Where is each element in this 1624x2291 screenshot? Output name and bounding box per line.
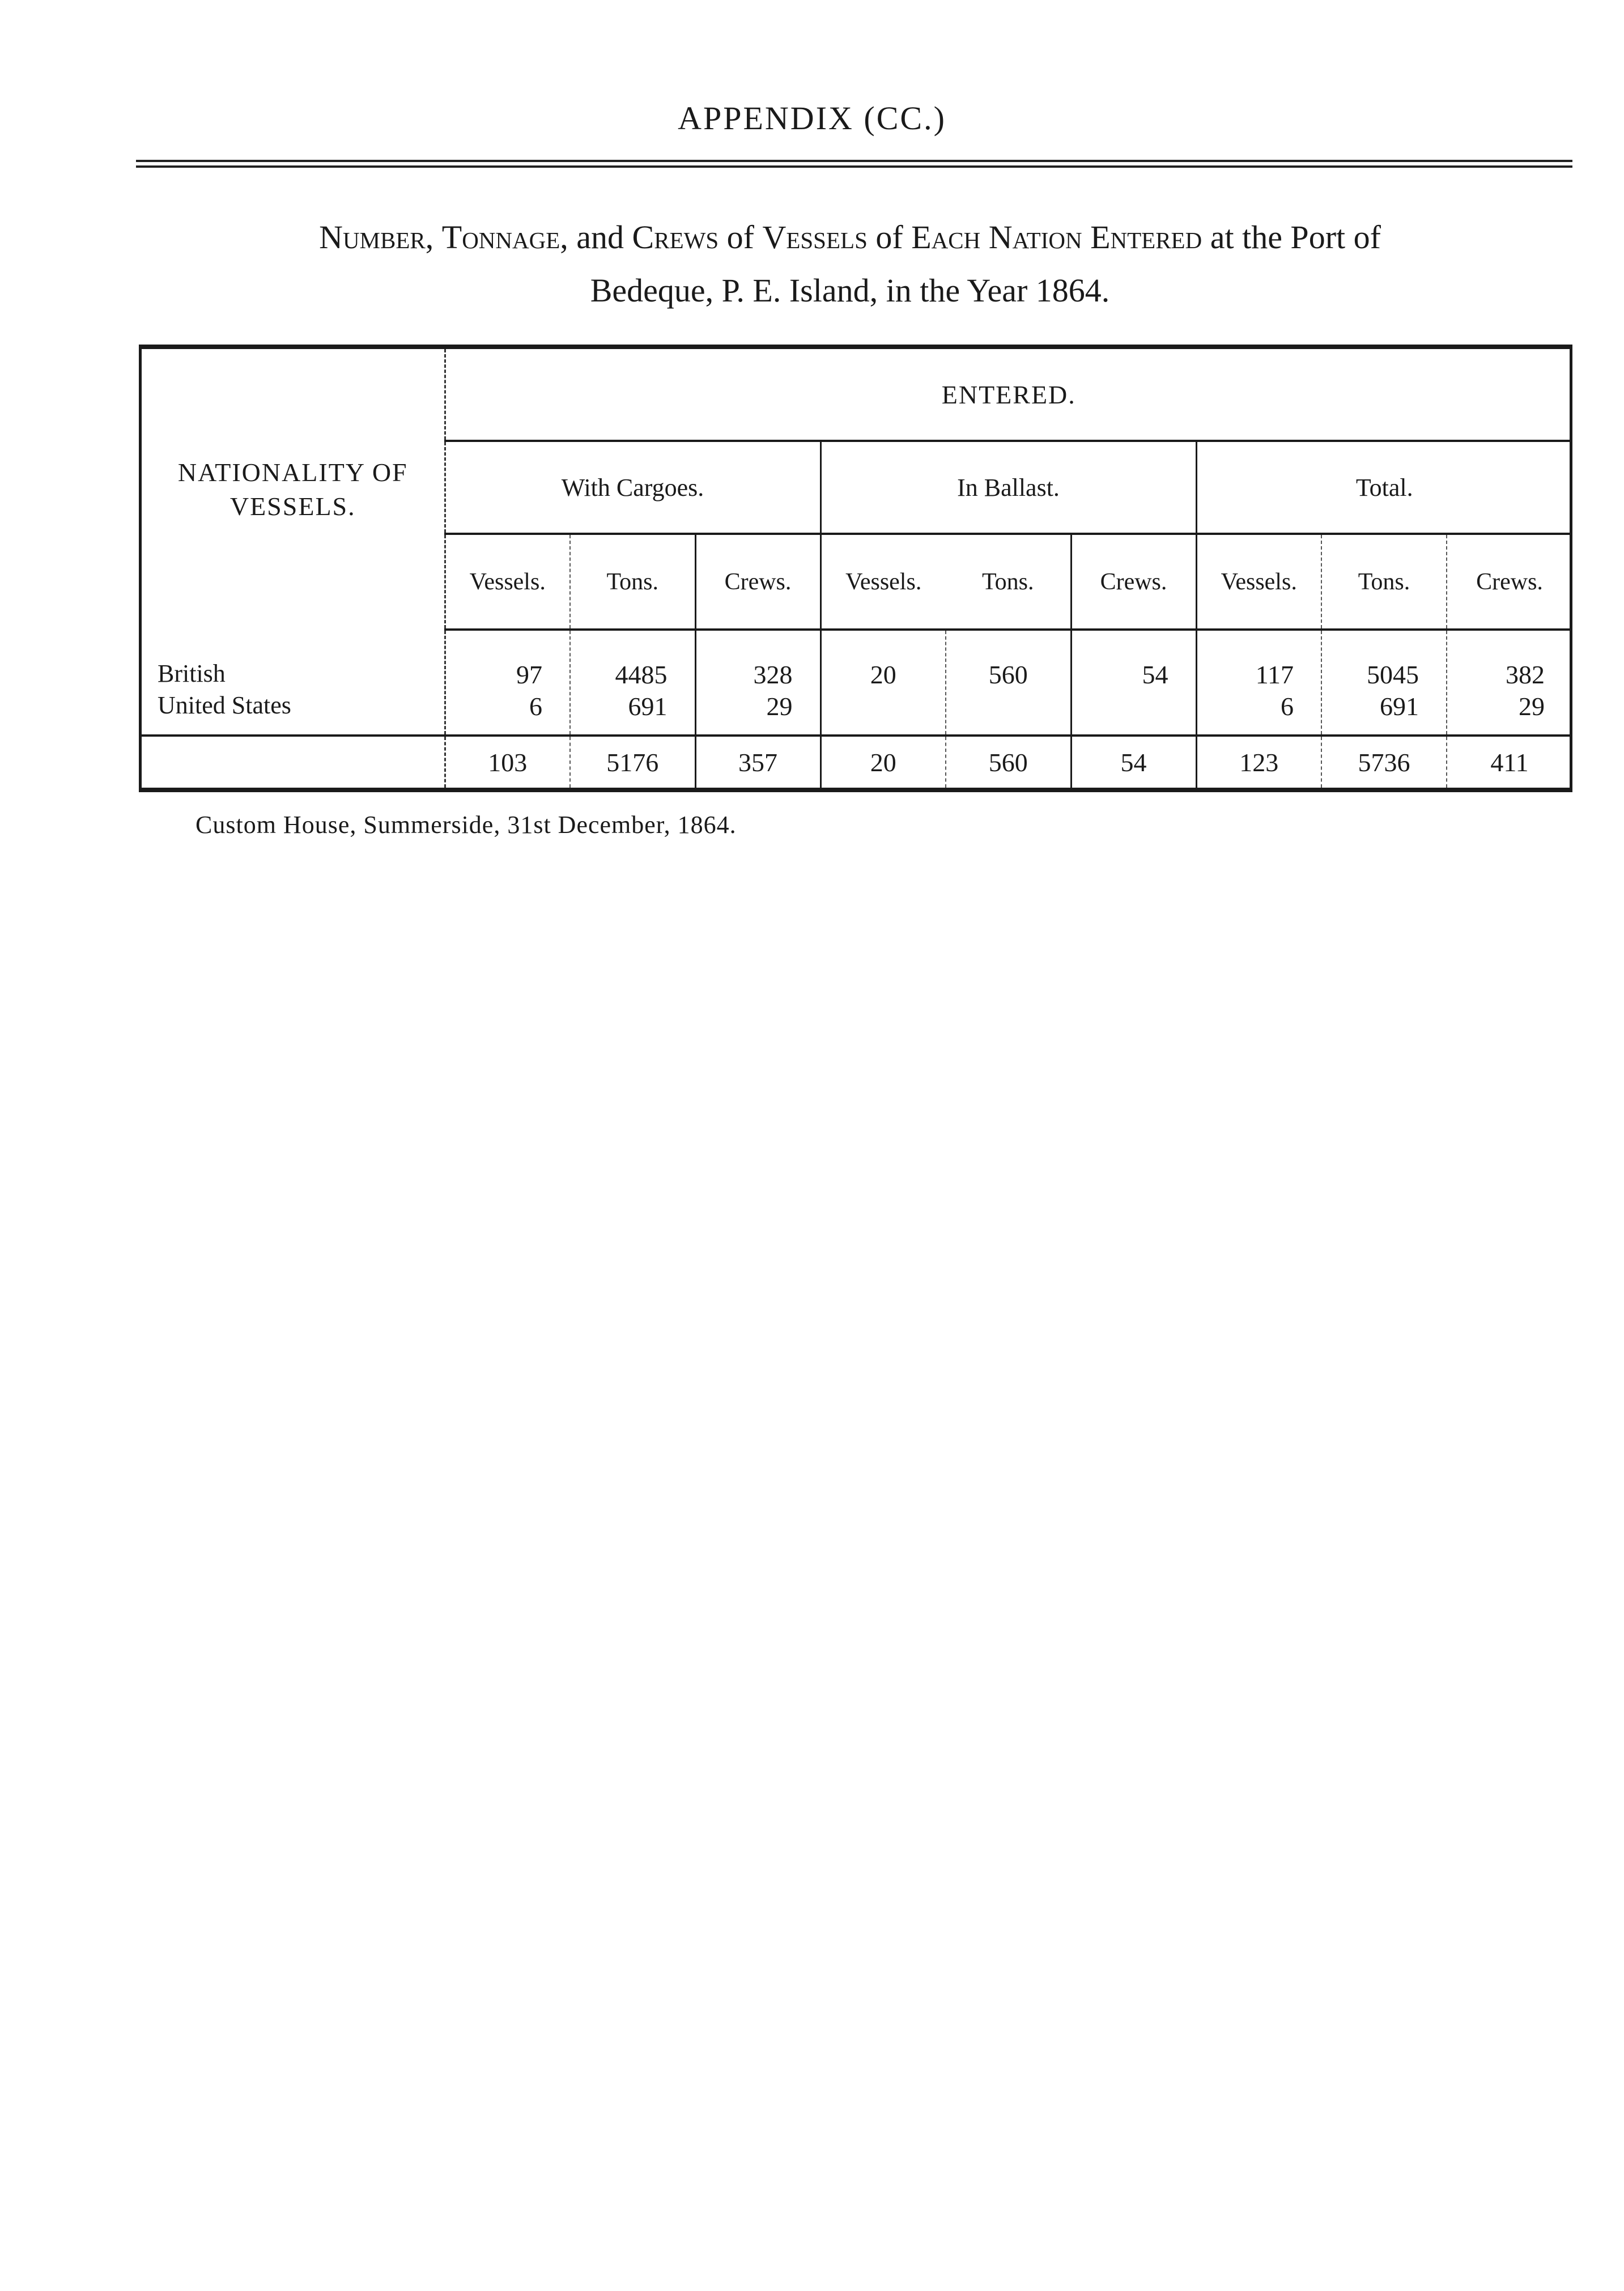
- data-cell: [695, 630, 820, 736]
- column-header: Crews.: [695, 534, 820, 630]
- column-header: Vessels.: [1196, 534, 1321, 630]
- cell-value: 328: [753, 660, 793, 689]
- cell-value: 691: [628, 692, 668, 721]
- column-header: Vessels.: [445, 534, 570, 630]
- total-cell: 103: [445, 736, 570, 788]
- heading-part: of: [867, 219, 912, 256]
- table-heading: [170, 211, 1530, 317]
- entered-header: ENTERED.: [445, 349, 1572, 441]
- page-title: APPENDIX (CC.): [678, 100, 946, 137]
- cell-value: 6: [529, 692, 542, 721]
- data-cell: [946, 630, 1071, 736]
- column-header: Vessels.: [820, 534, 946, 630]
- group-header-total: Total.: [1196, 441, 1572, 534]
- data-cell: [1321, 630, 1447, 736]
- nation-names-cell: [142, 630, 445, 736]
- nation-name: British: [158, 660, 226, 687]
- heading-part: Number: [319, 219, 426, 256]
- cell-value: 4485: [615, 660, 668, 689]
- data-cell: [1447, 630, 1572, 736]
- total-cell: 123: [1196, 736, 1321, 788]
- total-cell: 411: [1447, 736, 1572, 788]
- total-cell: 5176: [570, 736, 695, 788]
- total-cell: 357: [695, 736, 820, 788]
- heading-line-1: [170, 211, 1530, 264]
- heading-part: Crews: [632, 219, 719, 256]
- cell-value: 382: [1506, 660, 1545, 689]
- cell-value: 54: [1142, 660, 1168, 689]
- nationality-header: NATIONALITY OF VESSELS.: [142, 349, 445, 630]
- total-cell: 20: [820, 736, 946, 788]
- data-cell: [1071, 630, 1196, 736]
- total-cell: 5736: [1321, 736, 1447, 788]
- table-row: [142, 630, 1572, 736]
- cell-value: 6: [1281, 692, 1294, 721]
- heading-part: Tonnage: [441, 219, 560, 256]
- total-cell: 560: [946, 736, 1071, 788]
- data-cell: [445, 630, 570, 736]
- data-cell: [820, 630, 946, 736]
- column-header: Tons.: [570, 534, 695, 630]
- cell-value: 29: [766, 692, 793, 721]
- cell-value: 20: [870, 660, 896, 689]
- heading-line-2: Bedeque, P. E. Island, in the Year 1864.: [590, 272, 1110, 309]
- totals-label-cell: [142, 736, 445, 788]
- cell-value: 560: [988, 660, 1028, 689]
- nation-name: United States: [158, 691, 291, 719]
- heading-part: ,: [425, 219, 442, 256]
- heading-part: , and: [560, 219, 632, 256]
- heading-part: at the Port of: [1202, 219, 1381, 256]
- column-header: Crews.: [1447, 534, 1572, 630]
- data-cell: [570, 630, 695, 736]
- title-double-rule: [136, 160, 1572, 168]
- data-cell: [1196, 630, 1321, 736]
- vessels-table-frame: [139, 345, 1572, 792]
- group-header-with-cargoes: With Cargoes.: [445, 441, 820, 534]
- cell-value: 29: [1519, 692, 1545, 721]
- cell-value: 97: [516, 660, 542, 689]
- heading-part: of: [719, 219, 763, 256]
- column-header: Tons.: [946, 534, 1071, 630]
- cell-value: 691: [1380, 692, 1419, 721]
- vessels-table: [142, 349, 1572, 788]
- column-header: Crews.: [1071, 534, 1196, 630]
- total-cell: 54: [1071, 736, 1196, 788]
- custom-house-note: Custom House, Summerside, 31st December, 1864.: [195, 811, 737, 839]
- column-header: Tons.: [1321, 534, 1447, 630]
- heading-part: Vessels: [762, 219, 868, 256]
- cell-value: 5045: [1367, 660, 1419, 689]
- totals-row: [142, 736, 1572, 788]
- cell-value: 117: [1255, 660, 1294, 689]
- group-header-in-ballast: In Ballast.: [820, 441, 1196, 534]
- heading-part: Each Nation Entered: [911, 219, 1202, 256]
